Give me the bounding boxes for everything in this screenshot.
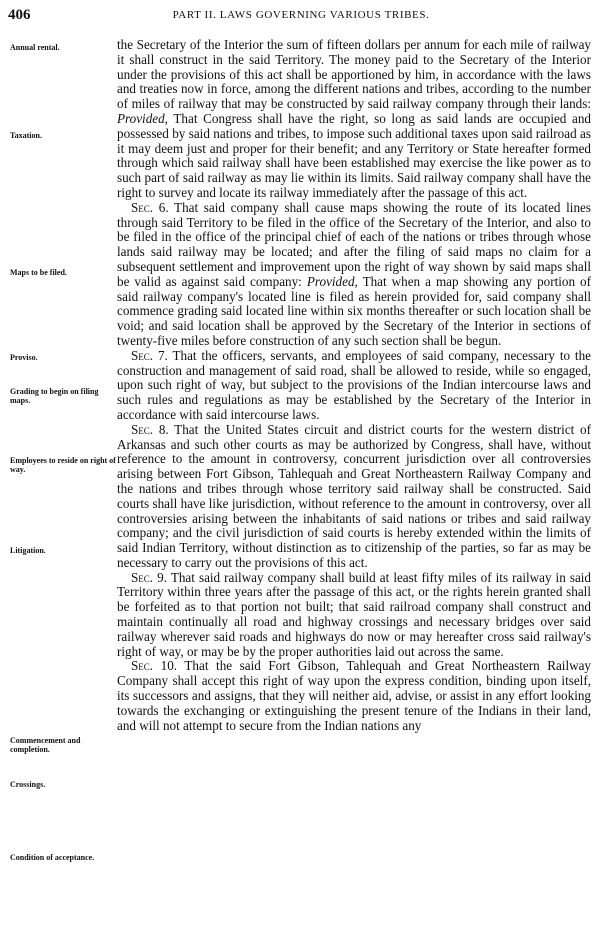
running-title: PART II. LAWS GOVERNING VARIOUS TRIBES. — [172, 9, 430, 21]
paragraph-section-7: Sec. 7. That the officers, servants, and employees of said company, necessary to the construction and management of said road, shall be allowed to reside, while so engaged, upon such right of way, but subject to the provisions of the Indian intercourse laws and such rules and regulations as may be established by the Secretary of the Interior in accordance with said intercourse laws. — [117, 347, 591, 422]
paragraph-section-6: Sec. 6. That said company shall cause maps showing the route of its located lines through said Territory to be filed in the office of the Secretary of the Interior, and also to be filed in the office of the principal chief of each of the nations or tribes through whose lands said railway may be located; and after the filing of said maps no claim for a subsequent settlement and improvement upon the right of way shown by said maps shall be valid as against said company: Provided, That when a map showing any portion of said railway company's located line is filed as herein provided for, said company shall commence grading said located line within six months thereafter or such location shall be void; and said location shall be approved by the Secretary of the Interior in sections of twenty-five miles before construction of any such section shall be begun. — [117, 199, 591, 348]
margin-note-commencement: Commencement and completion. — [10, 736, 81, 754]
margin-note-maps-to-be-filed: Maps to be filed. — [10, 268, 67, 277]
margin-notes — [0, 0, 116, 951]
section-label: Sec. 8. — [131, 421, 169, 437]
margin-note-grading: Grading to begin on filing maps. — [10, 387, 99, 405]
section-label: Sec. 10. — [131, 658, 178, 674]
margin-note-litigation: Litigation. — [10, 546, 46, 555]
statute-text — [117, 38, 591, 733]
section-label: Sec. 6. — [131, 199, 169, 215]
section-label: Sec. 9. — [131, 569, 168, 585]
paragraph-section-9: Sec. 9. That said railway company shall build at least fifty miles of its railway in said Territory within three years after the passage of this act, or the rights herein granted shall be forfeited as to that portion not built; that said railroad company shall construct and maintain continually all road and highway crossings and necessary bridges over said railway wherever said roads and highways do now or may hereafter cross said railway's right of way, or may be by the proper authorities laid out across the same. — [117, 569, 591, 659]
paragraph-annual-rental: the Secretary of the Interior the sum of fifteen dollars per annum for each mile of railway it shall construct in the said Territory. The money paid to the Secretary of the Interior under the provisions of this act shall be apportioned by him, in accordance with the laws and treaties now in force, among the different nations and tribes, according to the number of miles of railway that may be constructed by said railway company through their lands: Provided, That Congress shall have the right, so long as said lands are occupied and possessed by said nations and tribes, to impose such additional taxes upon said railroad as it may deem just and proper for their benefit; and any Territory or State hereafter formed through which said railway shall have been established may exercise the like power as to such part of said railway as may lie within its limits. Said railway company shall have the right to survey and locate its railway immediately after the passage of this act. — [117, 37, 591, 200]
margin-note-taxation: Taxation. — [10, 131, 42, 140]
margin-note-condition: Condition of acceptance. — [10, 853, 95, 862]
section-label: Sec. 7. — [131, 347, 168, 363]
paragraph-section-8: Sec. 8. That the United States circuit and district courts for the western district of Arkansas and such other courts as may be authorized by Congress, shall have, without reference to the amount in controversy, concurrent jurisdiction over all controversies arising between Fort Gibson, Tahlequah and Great Northeastern Railway Company and the nations and tribes through whose territory said railway shall be constructed. Said courts shall have like jurisdiction, without reference to the amount in controversy, over all controversies arising between the inhabitants of said nations or tribes and said railway company; and the civil jurisdiction of said courts is hereby extended within the limits of said Indian Territory, without distinction as to citizenship of the parties, so far as may be necessary to carry out the provisions of this act. — [117, 421, 591, 570]
margin-note-proviso: Proviso. — [10, 353, 38, 362]
margin-note-crossings: Crossings. — [10, 780, 46, 789]
margin-note-employees: Employees to reside on right of way. — [10, 456, 116, 474]
paragraph-section-10: Sec. 10. That the said Fort Gibson, Tahlequah and Great Northeastern Railway Company shall accept this right of way upon the express condition, binding upon itself, its successors and assigns, that they will neither aid, advise, or assist in any effort looking towards the exchanging or extinguishing the present tenure of the Indians in their land, and will not attempt to secure from the Indian nations any — [117, 658, 591, 733]
margin-note-annual-rental: Annual rental. — [10, 43, 60, 52]
page-number: 406 — [8, 7, 31, 23]
